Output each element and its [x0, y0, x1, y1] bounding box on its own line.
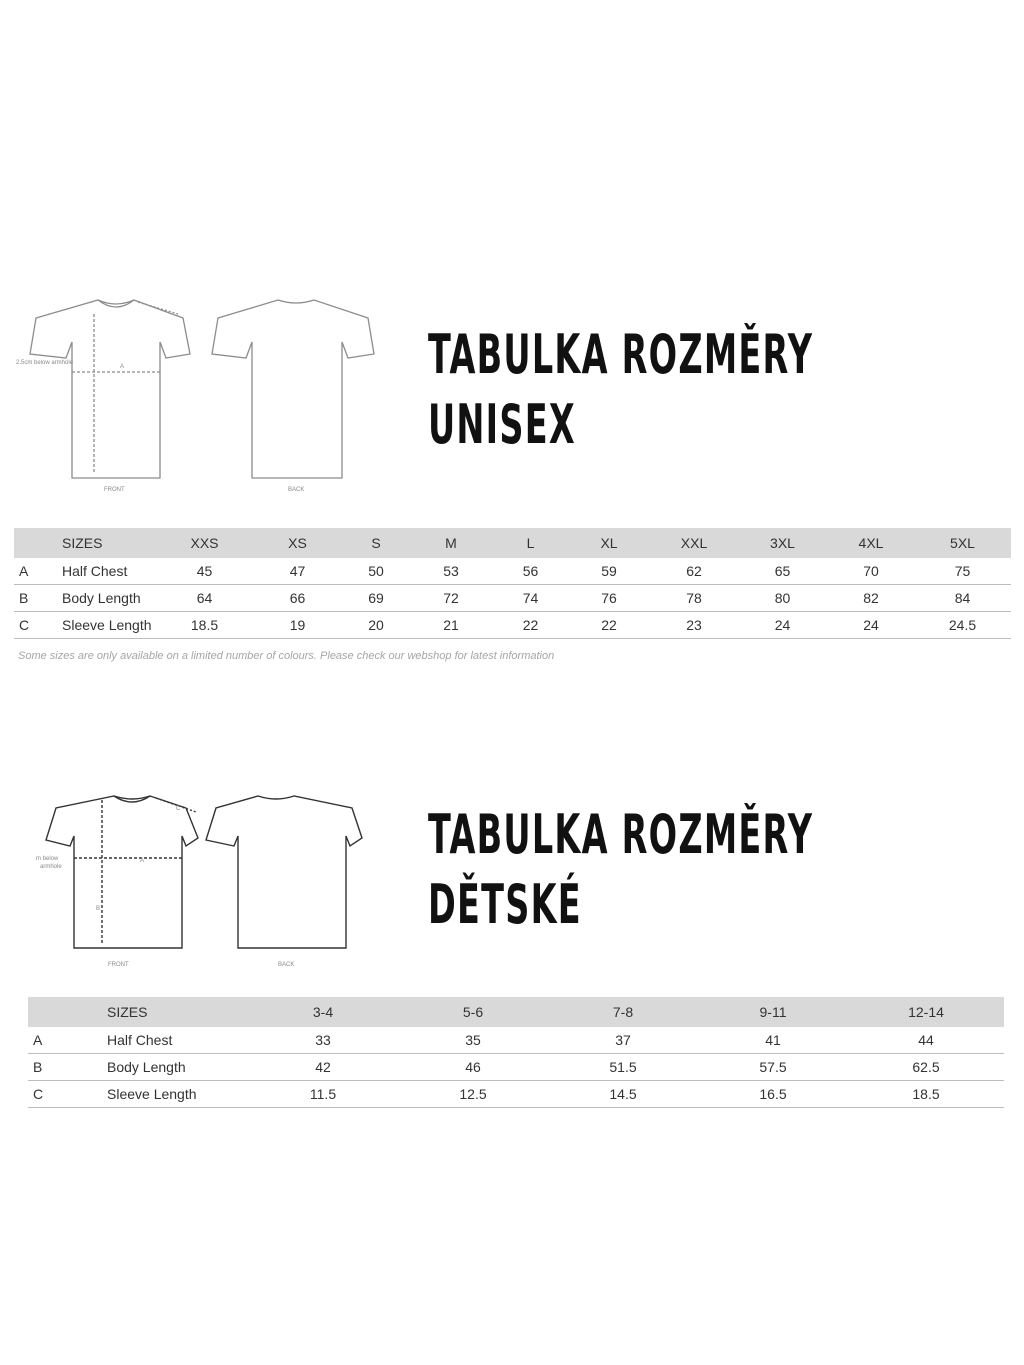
table-row: [14, 612, 1011, 639]
table-row: [28, 1027, 1004, 1054]
table-cell: 80: [737, 585, 828, 612]
table-cell: 59: [567, 558, 651, 585]
unisex-title-line1: TABULKA ROZMĚRY: [428, 323, 814, 386]
table-cell: 69: [344, 585, 408, 612]
tshirt-back-outline: [206, 796, 362, 948]
row-name: Body Length: [103, 1054, 248, 1081]
table-cell: 72: [408, 585, 494, 612]
unisex-title: [428, 320, 813, 460]
row-name: Sleeve Length: [103, 1081, 248, 1108]
tshirt-front-outline: [30, 300, 190, 478]
table-cell: 53: [408, 558, 494, 585]
size-header: 9-11: [698, 997, 848, 1027]
table-row: [28, 1054, 1004, 1081]
size-header: 3-4: [248, 997, 398, 1027]
unisex-tshirt-diagram: [8, 292, 388, 502]
kids-title: [428, 800, 813, 940]
table-row: [14, 585, 1011, 612]
table-cell: 18.5: [848, 1081, 1004, 1108]
table-cell: 70: [828, 558, 914, 585]
table-cell: 51.5: [548, 1054, 698, 1081]
size-header: 12-14: [848, 997, 1004, 1027]
diagram-c-label: C: [176, 806, 181, 812]
diagram-b-label: B: [96, 906, 101, 912]
table-cell: 65: [737, 558, 828, 585]
unisex-size-table: [14, 528, 1011, 639]
back-label: BACK: [288, 487, 305, 493]
table-cell: 56: [494, 558, 567, 585]
front-label: FRONT: [108, 962, 129, 968]
unisex-header-row: [14, 528, 1011, 558]
kids-title-line1: TABULKA ROZMĚRY: [428, 803, 814, 866]
table-cell: 23: [651, 612, 737, 639]
back-label: BACK: [278, 962, 295, 968]
kids-header-row: [28, 997, 1004, 1027]
row-letter: A: [14, 558, 58, 585]
table-cell: 41: [698, 1027, 848, 1054]
front-label: FRONT: [104, 487, 125, 493]
table-cell: 11.5: [248, 1081, 398, 1108]
size-header: XS: [251, 528, 344, 558]
row-name: Half Chest: [58, 558, 158, 585]
table-cell: 82: [828, 585, 914, 612]
size-header: L: [494, 528, 567, 558]
table-cell: 75: [914, 558, 1011, 585]
table-cell: 16.5: [698, 1081, 848, 1108]
table-cell: 46: [398, 1054, 548, 1081]
table-row: [14, 558, 1011, 585]
table-cell: 21: [408, 612, 494, 639]
unisex-title-line2: UNISEX: [428, 393, 576, 456]
tshirt-front-outline: [46, 796, 198, 948]
table-cell: 18.5: [158, 612, 251, 639]
table-cell: 22: [567, 612, 651, 639]
size-header: S: [344, 528, 408, 558]
table-cell: 37: [548, 1027, 698, 1054]
table-cell: 22: [494, 612, 567, 639]
table-cell: 24.5: [914, 612, 1011, 639]
size-header: XXL: [651, 528, 737, 558]
table-cell: 24: [828, 612, 914, 639]
size-header: 5-6: [398, 997, 548, 1027]
table-cell: 50: [344, 558, 408, 585]
row-letter: A: [28, 1027, 103, 1054]
header-sizes: SIZES: [58, 528, 158, 558]
table-cell: 74: [494, 585, 567, 612]
table-cell: 76: [567, 585, 651, 612]
table-cell: 62: [651, 558, 737, 585]
row-letter: C: [14, 612, 58, 639]
table-cell: 84: [914, 585, 1011, 612]
diagram-a-label: A: [140, 858, 145, 864]
diagram-a-label: A: [120, 364, 125, 370]
row-name: Sleeve Length: [58, 612, 158, 639]
table-cell: 14.5: [548, 1081, 698, 1108]
diagram-note-line1: m below: [36, 856, 59, 862]
size-header: XXS: [158, 528, 251, 558]
table-cell: 12.5: [398, 1081, 548, 1108]
row-letter: B: [28, 1054, 103, 1081]
table-cell: 35: [398, 1027, 548, 1054]
row-letter: C: [28, 1081, 103, 1108]
kids-tshirt-diagram: [36, 788, 376, 973]
availability-note: Some sizes are only available on a limited number of colours. Please check our webshop for latest information: [18, 650, 555, 662]
table-cell: 24: [737, 612, 828, 639]
size-header: 5XL: [914, 528, 1011, 558]
table-cell: 62.5: [848, 1054, 1004, 1081]
row-name: Half Chest: [103, 1027, 248, 1054]
table-cell: 19: [251, 612, 344, 639]
header-sizes: SIZES: [103, 997, 248, 1027]
table-cell: 66: [251, 585, 344, 612]
diagram-note: 2.5cm below armhole: [16, 360, 74, 366]
table-cell: 20: [344, 612, 408, 639]
table-cell: 44: [848, 1027, 1004, 1054]
size-header: 3XL: [737, 528, 828, 558]
size-header: M: [408, 528, 494, 558]
table-cell: 33: [248, 1027, 398, 1054]
table-cell: 64: [158, 585, 251, 612]
tshirt-back-outline: [212, 300, 374, 478]
table-cell: 45: [158, 558, 251, 585]
table-cell: 57.5: [698, 1054, 848, 1081]
table-cell: 42: [248, 1054, 398, 1081]
diagram-note-line2: armhole: [40, 864, 62, 870]
row-letter: B: [14, 585, 58, 612]
size-header: 7-8: [548, 997, 698, 1027]
size-header: 4XL: [828, 528, 914, 558]
kids-size-table: [28, 997, 1004, 1108]
row-name: Body Length: [58, 585, 158, 612]
table-row: [28, 1081, 1004, 1108]
table-cell: 47: [251, 558, 344, 585]
size-header: XL: [567, 528, 651, 558]
table-cell: 78: [651, 585, 737, 612]
kids-title-line2: DĚTSKÉ: [428, 873, 582, 936]
